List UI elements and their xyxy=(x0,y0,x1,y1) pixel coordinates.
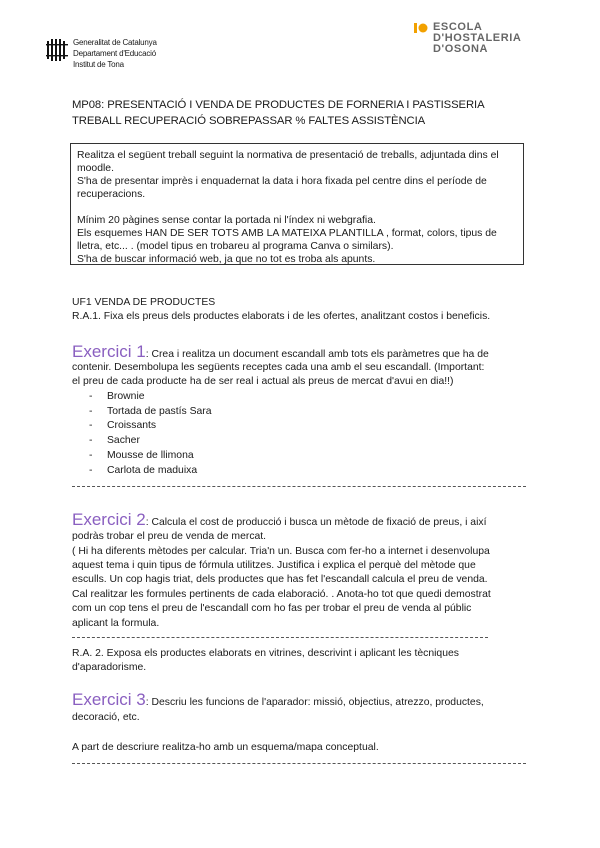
instructions-p5: S'ha de buscar informació web, ja que no tot es troba als apunts. xyxy=(77,254,376,265)
gov-line-3: Institut de Tona xyxy=(73,60,124,69)
gov-line-2: Departament d'Educació xyxy=(73,49,156,58)
ex1-line-2: contenir. Desembolupa les següents receptes cada una amb el seu escandall. (Important: xyxy=(72,362,485,373)
ex1-line-3: el preu de cada producte ha de ser real i actual als preus de mercat d'avui en dia!!) xyxy=(72,376,454,387)
list-item: - Carlota de maduixa xyxy=(72,464,212,479)
ra2-line-1: R.A. 2. Exposa els productes elaborats en vitrines, descrivint i aplicant les tècniques xyxy=(72,648,459,659)
instructions-p3: Mínim 20 pàgines sense contar la portada ni l'índex ni webgrafia. xyxy=(77,215,376,226)
ex2-title: Exercici 2 xyxy=(72,510,146,529)
ex2-line-4: aquest tema i quin tipus de fórmula utilitzes. Justifica i explica el perquè del mètode que xyxy=(72,560,476,571)
list-item: - Sacher xyxy=(72,434,212,449)
document-title xyxy=(72,97,485,129)
ex2-line-2: podràs trobar el preu de venda de mercat. xyxy=(72,531,267,542)
instructions-box xyxy=(70,143,524,265)
ex3-title: Exercici 3 xyxy=(72,690,146,709)
school-line-1: ESCOLA xyxy=(433,21,483,33)
separator-1 xyxy=(72,486,526,487)
list-item: - Mousse de llimona xyxy=(72,449,212,464)
instructions-p2: S'ha de presentar imprès i enquadernat la data i hora fixada pel centre dins el període de recuperacions. xyxy=(77,176,487,200)
ex1-title: Exercici 1 xyxy=(72,342,146,361)
generalitat-logo-icon xyxy=(46,38,68,62)
ex2-line-7: com un cop tens el preu de l'escandall com ho fas per trobar el preu de venda al públic xyxy=(72,603,472,614)
ex2-line-8: aplicant la formula. xyxy=(72,618,160,629)
ex2-text-1: : Calcula el cost de producció i busca un mètode de fixació de preus, i així xyxy=(145,517,487,528)
ra2-line-2: d'aparadorisme. xyxy=(72,662,147,673)
gov-line-1: Generalitat de Catalunya xyxy=(73,38,157,47)
school-line-2: D'HOSTALERIA xyxy=(433,32,522,44)
instructions-p4: Els esquemes HAN DE SER TOTS AMB LA MATEIXA PLANTILLA , format, colors, tipus de lletra, etc... . (model tipus en trobareu al programa Canva o similars). xyxy=(77,228,497,252)
ex2-line-3: ( Hi ha diferents mètodes per calcular. Tria'n un. Busca com fer-ho a internet i desenvolupa xyxy=(72,546,490,557)
list-item: - Brownie xyxy=(72,390,212,405)
separator-2 xyxy=(72,637,488,638)
ex3-line-1 xyxy=(72,690,484,713)
generalitat-text xyxy=(73,37,157,70)
ex3-line-2: decoració, etc. xyxy=(72,712,140,723)
school-line-3: D'OSONA xyxy=(433,43,489,55)
ex2-line-5: esculls. Un cop hagis triat, dels productes que has fet l'escandall calcula el preu de venda. xyxy=(72,574,488,585)
ra1-text: R.A.1. Fixa els preus dels productes elaborats i de les ofertes, analitzant costos i beneficis. xyxy=(72,311,491,322)
list-item: - Croissants xyxy=(72,419,212,434)
uf1-heading: UF1 VENDA DE PRODUCTES xyxy=(72,297,216,308)
ex3-text-1: : Descriu les funcions de l'aparador: missió, objectius, atrezzo, productes, xyxy=(145,697,484,708)
title-line-1: MP08: PRESENTACIÓ I VENDA DE PRODUCTES DE FORNERIA I PASTISSERIA xyxy=(72,99,485,111)
title-line-2: TREBALL RECUPERACIÓ SOBREPASSAR % FALTES ASSISTÈNCIA xyxy=(72,115,426,127)
school-mark-icon xyxy=(414,23,428,33)
instructions-p1: Realitza el següent treball seguint la normativa de presentació de treballs, adjuntada dins el moodle. xyxy=(77,150,499,174)
ex1-text-1: : Crea i realitza un document escandall amb tots els paràmetres que ha de xyxy=(145,349,489,360)
school-name xyxy=(433,22,521,55)
list-item: - Tortada de pastís Sara xyxy=(72,405,212,420)
recipe-list xyxy=(72,390,212,478)
ex3-extra: A part de descriure realitza-ho amb un esquema/mapa conceptual. xyxy=(72,742,379,753)
ex2-line-6: Cal realitzar les formules pertinents de cada elaboració. . Anota-ho tot que quedi demostrat xyxy=(72,589,491,600)
separator-3 xyxy=(72,763,526,764)
